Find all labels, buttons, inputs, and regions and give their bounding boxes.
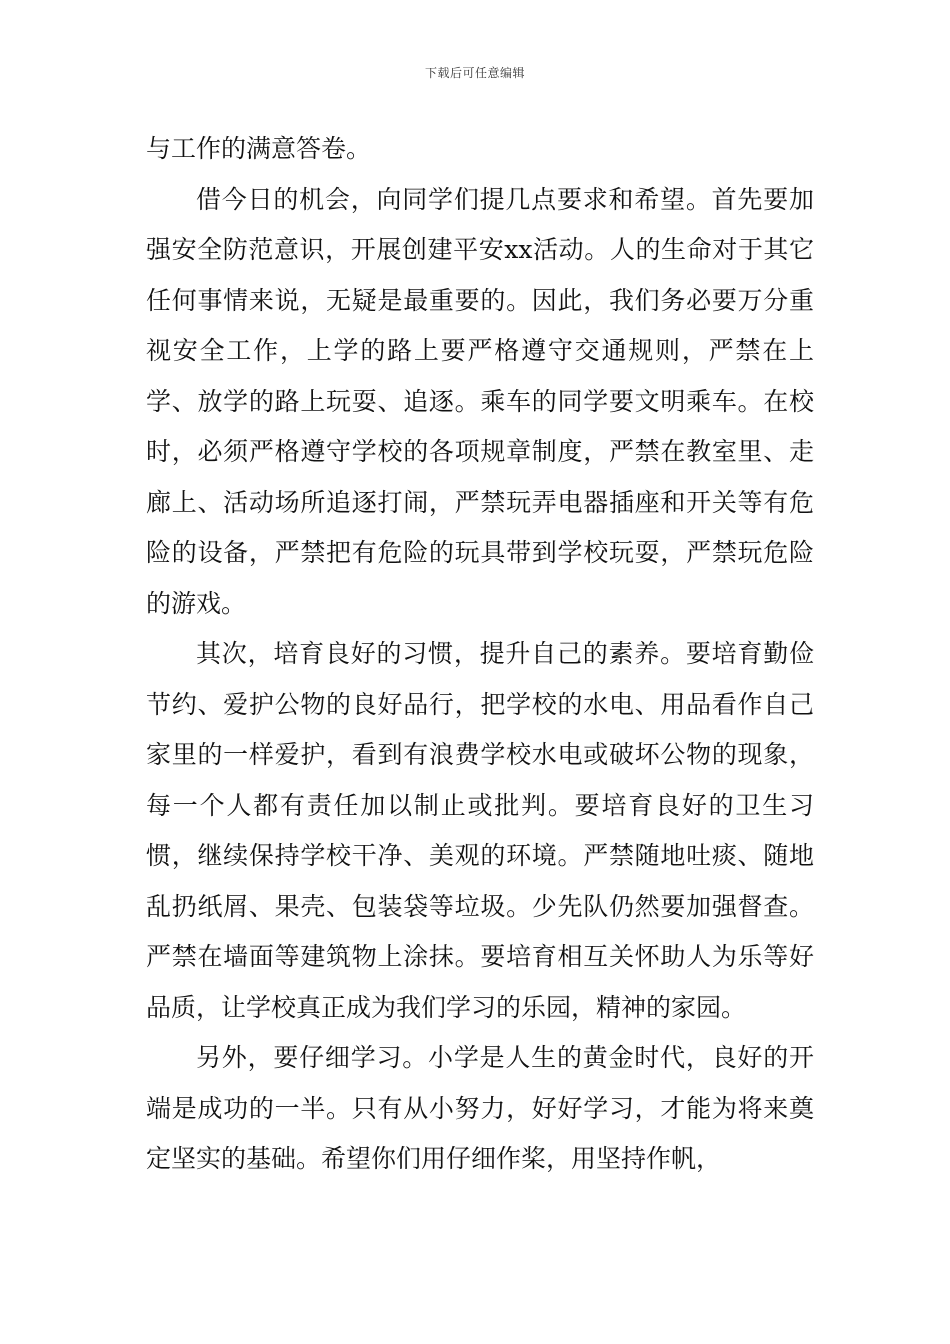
paragraph-safety: 借今日的机会，向同学们提几点要求和希望。首先要加强安全防范意识，开展创建平安xx活动。人的生命对于其它任何事情来说，无疑是最重要的。因此，我们务必要万分重视安全工作，上学的路上要严格遵守交通规则，严禁在上学、放学的路上玩耍、追逐。乘车的同学要文明乘车。在校时，必须严格遵守学校的各项规章制度，严禁在教室里、走廊上、活动场所追逐打闹，严禁玩弄电器插座和开关等有危险的设备，严禁把有危险的玩具带到学校玩耍，严禁玩危险的游戏。 — [146, 184, 814, 618]
paragraph-habits: 其次，培育良好的习惯，提升自己的素养。要培育勤俭节约、爱护公物的良好品行，把学校的水电、用品看作自己家里的一样爱护，看到有浪费学校水电或破坏公物的现象，每一个人都有责任加以制止或批判。要培育良好的卫生习惯，继续保持学校干净、美观的环境。严禁随地吐痰、随地乱扔纸屑、果壳、包装袋等垃圾。少先队仍然要加强督查。严禁在墙面等建筑物上涂抹。要培育相互关怀助人为乐等好品质，让学校真正成为我们学习的乐园，精神的家园。 — [146, 639, 814, 1022]
page-header: 下载后可任意编辑 — [424, 66, 525, 80]
paragraph-continuation: 与工作的满意答卷。 — [146, 134, 372, 163]
paragraph-study: 另外，要仔细学习。小学是人生的黄金时代，良好的开端是成功的一半。只有从小努力，好好学习，才能为将来奠定坚实的基础。希望你们用仔细作桨，用坚持作帆， — [146, 1043, 814, 1173]
body-text — [146, 124, 814, 1185]
